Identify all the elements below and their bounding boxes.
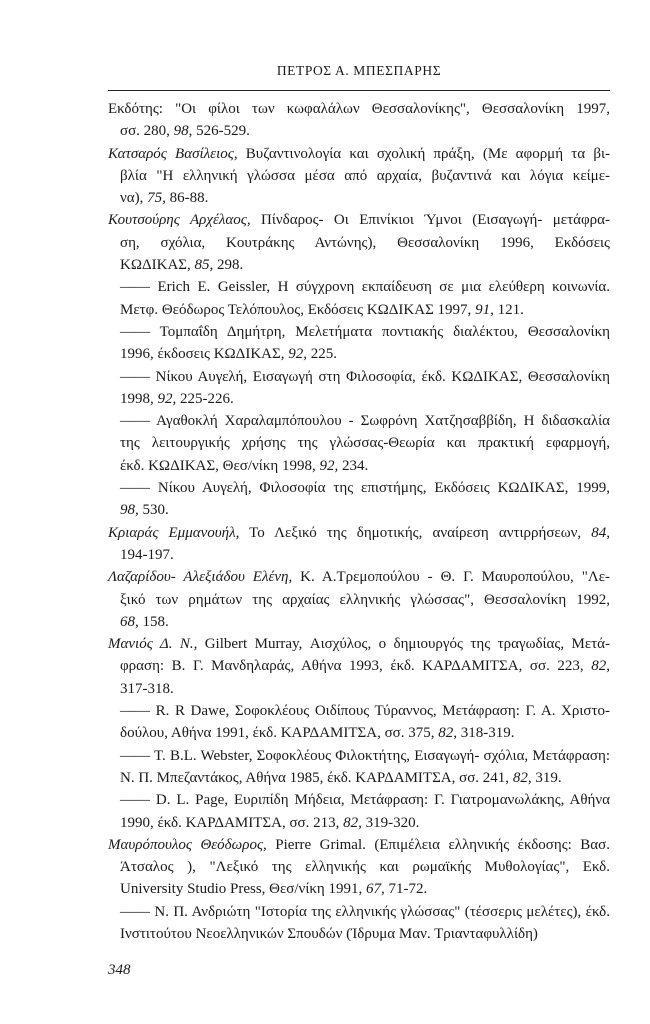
entry-text: Μετφ. Θεόδωρος Τελόπουλος, Εκδόσεις ΚΩΔΙΚΑΣ 1997, (120, 301, 476, 318)
entry-line (108, 812, 610, 834)
italic-text: Κατσαρός Βασίλειος, (108, 145, 238, 162)
repeat-author-dash: —— (120, 368, 156, 385)
entry-line (108, 522, 610, 544)
italic-text: Λαζαρίδου- Αλεξιάδου Ελένη, (108, 569, 293, 586)
header-rule (108, 90, 610, 91)
entry-text: Pierre Grimal. (Επιμέλεια ελληνικής έκδοσης: Βασ. (266, 836, 611, 853)
entry-text: Νίκου Αυγελή, Εισαγωγή στη Φιλοσοφία, έκδ. ΚΩΔΙΚΑΣ, Θεσσαλονίκη (155, 368, 610, 385)
bibliography-entry (108, 366, 610, 411)
italic-text: 92, (288, 346, 307, 363)
entry-text: έκδ. ΚΩΔΙΚΑΣ, Θεσ/νίκη 1998, (120, 457, 320, 474)
entry-line (108, 432, 610, 454)
entry-line (108, 678, 610, 700)
entry-text: 194-197. (120, 546, 174, 563)
entry-text: Αγαθοκλή Χαραλαμπόπουλου - Σωφρόνη Χατζησαββίδη, Η διδασκαλία (156, 413, 610, 430)
italic-text: 85, (194, 257, 214, 274)
entry-text: 86-88. (165, 190, 209, 207)
entry-line (108, 477, 610, 499)
entry-text: 298. (213, 257, 244, 274)
entry-text: Άτσαλος ), "Λεξικό της ελληνικής και ρωμαϊκής Μυθολογίας", Εκδ. (120, 859, 610, 876)
entry-text: Ν. Π. Μπεζαντάκος, Αθήνα 1985, έκδ. ΚΑΡΔΑΜΙΤΣΑ, σσ. 241, (120, 769, 513, 786)
entry-line (108, 143, 610, 165)
italic-text: 98, (120, 502, 139, 519)
repeat-author-dash: —— (120, 792, 156, 809)
bibliography-entry (108, 789, 610, 834)
bibliography-entry (108, 410, 610, 477)
entry-text: ΚΩΔΙΚΑΣ, (120, 257, 195, 274)
entry-line (108, 566, 610, 588)
entry-text: 319. (531, 769, 562, 786)
entry-text: δούλου, Αθήνα 1991, έκδ. ΚΑΡΔΑΜΙΤΣΑ, σσ. 375, (120, 725, 439, 742)
entry-line (108, 767, 610, 789)
entry-line (108, 98, 610, 120)
entry-text: 318-319. (457, 725, 515, 742)
entry-text: R. R Dawe, Σοφοκλέους Οιδίπους Τύραννος, Μετάφραση: Γ. Α. Χριστο- (155, 703, 611, 720)
italic-text: 91, (475, 301, 494, 318)
entry-line (108, 254, 610, 276)
bibliography-entry (108, 522, 610, 567)
entry-line (108, 722, 610, 744)
italic-text: 75, (147, 190, 166, 207)
entry-line (108, 544, 610, 566)
italic-text: 82, (512, 769, 532, 786)
entry-line (108, 789, 610, 811)
bibliography-entry (108, 321, 610, 366)
entry-line (108, 388, 610, 410)
entry-text: Βυζαντινολογία και σχολική πράξη, (Με αφορμή τα βι- (237, 145, 610, 162)
bibliography-entry (108, 745, 610, 790)
entry-line (108, 923, 610, 945)
entry-text: 158. (138, 613, 169, 630)
entry-text: T. B.L. Webster, Σοφοκλέους Φιλοκτήτης, Εισαγωγή- σχόλια, Μετάφραση: (153, 747, 610, 764)
entry-text: 1996, έκδοσεις ΚΩΔΙΚΑΣ, (120, 346, 289, 363)
bibliography-entry (108, 834, 610, 901)
entry-text: 71-72. (384, 881, 428, 898)
italic-text: 92, (319, 457, 339, 474)
entry-line (108, 499, 610, 521)
entry-line (108, 120, 610, 142)
entry-text: 225. (306, 346, 337, 363)
repeat-author-dash: —— (120, 480, 158, 497)
italic-text: 82, (438, 725, 458, 742)
entry-text: 121. (493, 301, 524, 318)
entry-text: της λειτουργικής χρήσης της γλώσσας-Θεωρία και πρακτική εφαρμογή, (120, 435, 610, 452)
italic-text: 92, (157, 390, 177, 407)
bibliography-entry (108, 276, 610, 321)
italic-text: Κριαράς Εμμανουήλ, (108, 524, 240, 541)
entry-line (108, 834, 610, 856)
entry-text: Τομπαΐδη Δημήτρη, Μελετήματα ποντιακής διαλέκτου, Θεσσαλονίκη (159, 323, 610, 340)
bibliography-entry (108, 633, 610, 700)
entry-text: Κ. Α.Τρεμοπούλου - Θ. Γ. Μαυροπούλου, "Λε- (292, 569, 610, 586)
entry-text: 319-320. (361, 814, 420, 831)
entry-text: Ν. Π. Ανδριώτη "Ιστορία της ελληνικής γλώσσας" (τέσσερις μελέτες), έκδ. (154, 903, 610, 920)
entry-line (108, 878, 610, 900)
entry-line (108, 187, 610, 209)
entry-text: University Studio Press, Θεσ/νίκη 1991, (120, 881, 367, 898)
entry-text: Εκδότης: "Οι φίλοι των κωφαλάλων Θεσσαλονίκης", Θεσσαλονίκη 1997, (108, 101, 610, 117)
entry-line (108, 410, 610, 432)
bibliography-entry (108, 209, 610, 276)
italic-text: 82, (343, 814, 362, 831)
entry-line (108, 611, 610, 633)
bibliography-entry (108, 98, 610, 143)
entry-line (108, 165, 610, 187)
entry-text: 234. (338, 457, 369, 474)
entry-line (108, 276, 610, 298)
repeat-author-dash: —— (120, 323, 160, 340)
entry-line (108, 856, 610, 878)
repeat-author-dash: —— (120, 703, 156, 720)
entry-text: να), (120, 190, 148, 207)
entry-line (108, 700, 610, 722)
entry-text: φραση: Β. Γ. Μανδηλαράς, Αθήνα 1993, έκδ. ΚΑΡΔΑΜΙΤΣΑ, σσ. 223, (120, 658, 592, 675)
entry-text: Νίκου Αυγελή, Φιλοσοφία της επιστήμης, Εκδόσεις ΚΩΔΙΚΑΣ, 1999, (157, 480, 610, 497)
bibliography-entry (108, 901, 610, 946)
entry-text: σσ. 280, (120, 123, 174, 140)
bibliography-entries (108, 98, 610, 945)
entry-text: βλία "Η ελληνική γλώσσα μέσα από αρχαία, βυζαντινά και λόγια κείμε- (120, 167, 610, 184)
italic-text: Μαυρόπουλος Θεόδωρος, (108, 836, 267, 853)
entry-line (108, 655, 610, 677)
entry-text: Erich E. Geissler, Η σύγχρονη εκπαίδευση σε μια ελεύθερη κοινωνία. (157, 279, 610, 296)
entry-line (108, 209, 610, 231)
repeat-author-dash: —— (120, 903, 155, 920)
entry-text: Πίνδαρος- Οι Επινίκιοι Ύμνοι (Εισαγωγή- μετάφρα- (250, 212, 610, 229)
entry-text: Ινστιτούτου Νεοελληνικών Σπουδών (Ίδρυμα Μαν. Τριανταφυλλίδη) (120, 925, 538, 942)
entry-line (108, 366, 610, 388)
bibliography-entry (108, 477, 610, 522)
entry-line (108, 589, 610, 611)
italic-text: Κουτσούρης Αρχέλαος, (108, 212, 251, 229)
bibliography-entry (108, 143, 610, 210)
italic-text: 67, (366, 881, 385, 898)
entry-line (108, 343, 610, 365)
entry-text: 530. (138, 502, 169, 519)
entry-line (108, 455, 610, 477)
entry-text: 317-318. (120, 680, 174, 697)
running-head: ΠΕΤΡΟΣ Α. ΜΠΕΣΠΑΡΗΣ (276, 63, 442, 78)
repeat-author-dash: —— (120, 747, 154, 764)
entry-line (108, 299, 610, 321)
entry-text: ση, σχόλια, Κουτράκης Αντώνης), Θεσσαλονίκη 1996, Εκδόσεις (120, 234, 610, 251)
entry-line (108, 232, 610, 254)
entry-line (108, 901, 610, 923)
entry-text: 225-226. (176, 390, 234, 407)
entry-text: 1998, (120, 390, 158, 407)
repeat-author-dash: —— (120, 413, 157, 430)
entry-text: 1990, έκδ. ΚΑΡΔΑΜΙΤΣΑ, σσ. 213, (120, 814, 344, 831)
entry-text: D. L. Page, Ευριπίδη Μήδεια, Μετάφραση: Γ. Γιατρομανωλάκης, Αθήνα (155, 792, 610, 809)
entry-line (108, 321, 610, 343)
entry-line (108, 745, 610, 767)
italic-text: Μανιός Δ. Ν., (108, 636, 198, 653)
italic-text: 68, (120, 613, 139, 630)
repeat-author-dash: —— (120, 279, 158, 296)
entry-text: Το Λεξικό της δημοτικής, αναίρεση αντιρρήσεων, (239, 524, 592, 541)
page-number: 348 (108, 962, 131, 978)
bibliography-entry (108, 700, 610, 745)
entry-text: ξικό των ρημάτων της αρχαίας ελληνικής γλώσσας", Θεσσαλονίκη 1992, (120, 591, 610, 608)
italic-text: 98, (173, 123, 193, 140)
entry-line (108, 633, 610, 655)
entry-text: Gilbert Murray, Αισχύλος, ο δημιουργός της τραγωδίας, Μετά- (197, 636, 610, 653)
bibliography-entry (108, 566, 610, 633)
italic-text: 84, (591, 524, 610, 541)
entry-text: 526-529. (192, 123, 250, 140)
italic-text: 82, (591, 658, 610, 675)
